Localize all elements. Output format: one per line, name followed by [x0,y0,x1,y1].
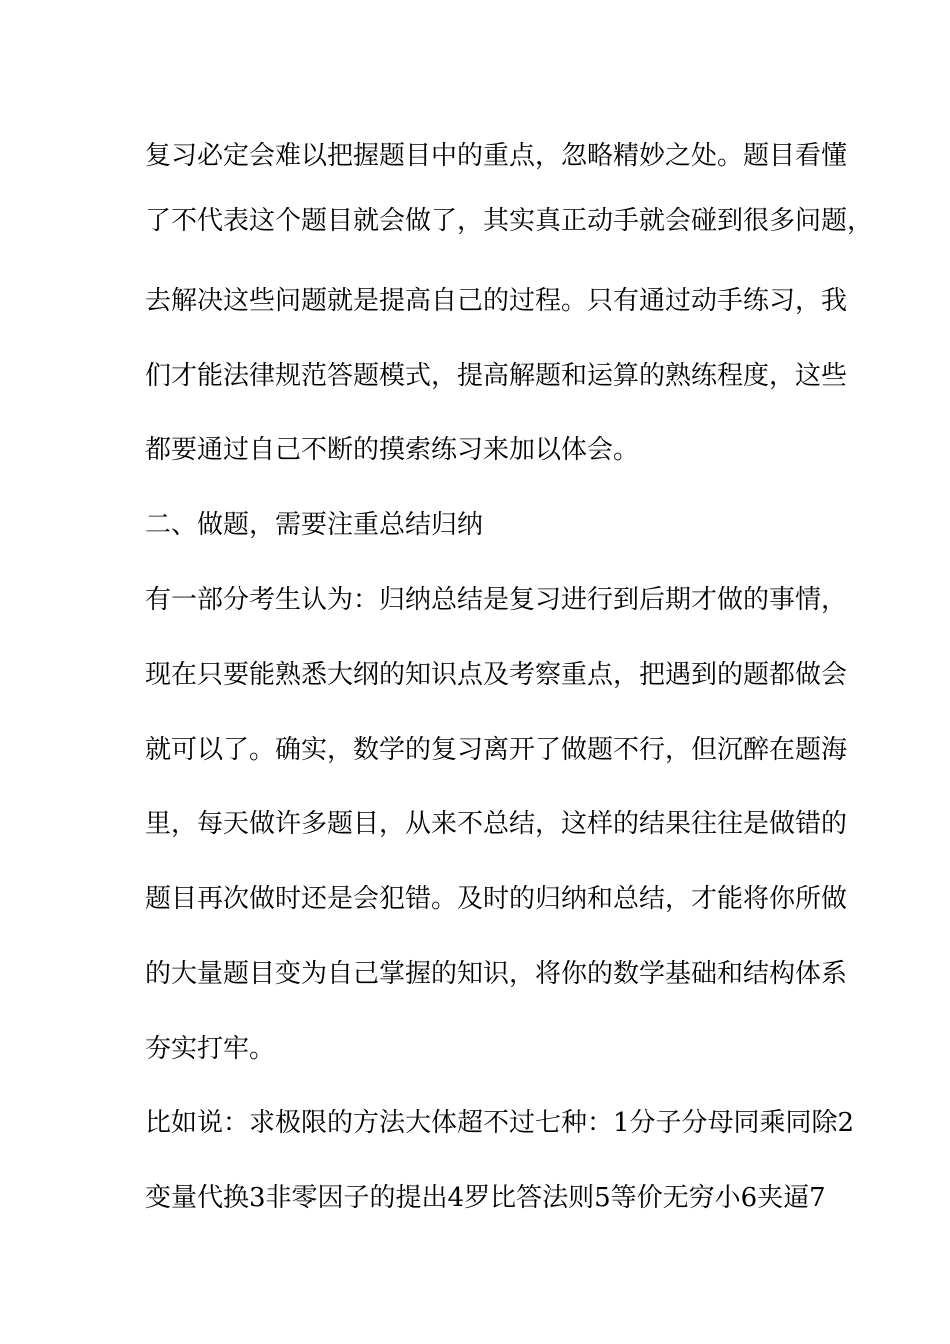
section-heading: 二、做题，需要注重总结归纳 [145,510,484,540]
paragraph-line: 题目再次做时还是会犯错。及时的归纳和总结，才能将你所做 [145,884,848,914]
paragraph-line: 复习必定会难以把握题目中的重点，忽略精妙之处。题目看懂 [145,141,848,171]
paragraph-line: 夯实打牢。 [145,1034,276,1064]
paragraph-line: 现在只要能熟悉大纲的知识点及考察重点，把遇到的题都做会 [145,660,848,690]
paragraph-line: 变量代换3非零因子的提出4罗比答法则5等价无穷小6夹逼7 [145,1183,826,1213]
paragraph-line: 就可以了。确实，数学的复习离开了做题不行，但沉醉在题海 [145,735,848,765]
paragraph-line: 的大量题目变为自己掌握的知识，将你的数学基础和结构体系 [145,959,848,989]
paragraph-line: 有一部分考生认为：归纳总结是复习进行到后期才做的事情， [145,585,848,615]
paragraph-line: 去解决这些问题就是提高自己的过程。只有通过动手练习，我 [145,286,848,316]
paragraph-line: 们才能法律规范答题模式，提高解题和运算的熟练程度，这些 [145,361,848,391]
paragraph-line: 里，每天做许多题目，从来不总结，这样的结果往往是做错的 [145,809,848,839]
paragraph-line: 都要通过自己不断的摸索练习来加以体会。 [145,435,640,465]
paragraph-line: 比如说：求极限的方法大体超不过七种：1分子分母同乘同除2 [145,1108,855,1138]
paragraph-line: 了不代表这个题目就会做了，其实真正动手就会碰到很多问题， [145,206,874,236]
